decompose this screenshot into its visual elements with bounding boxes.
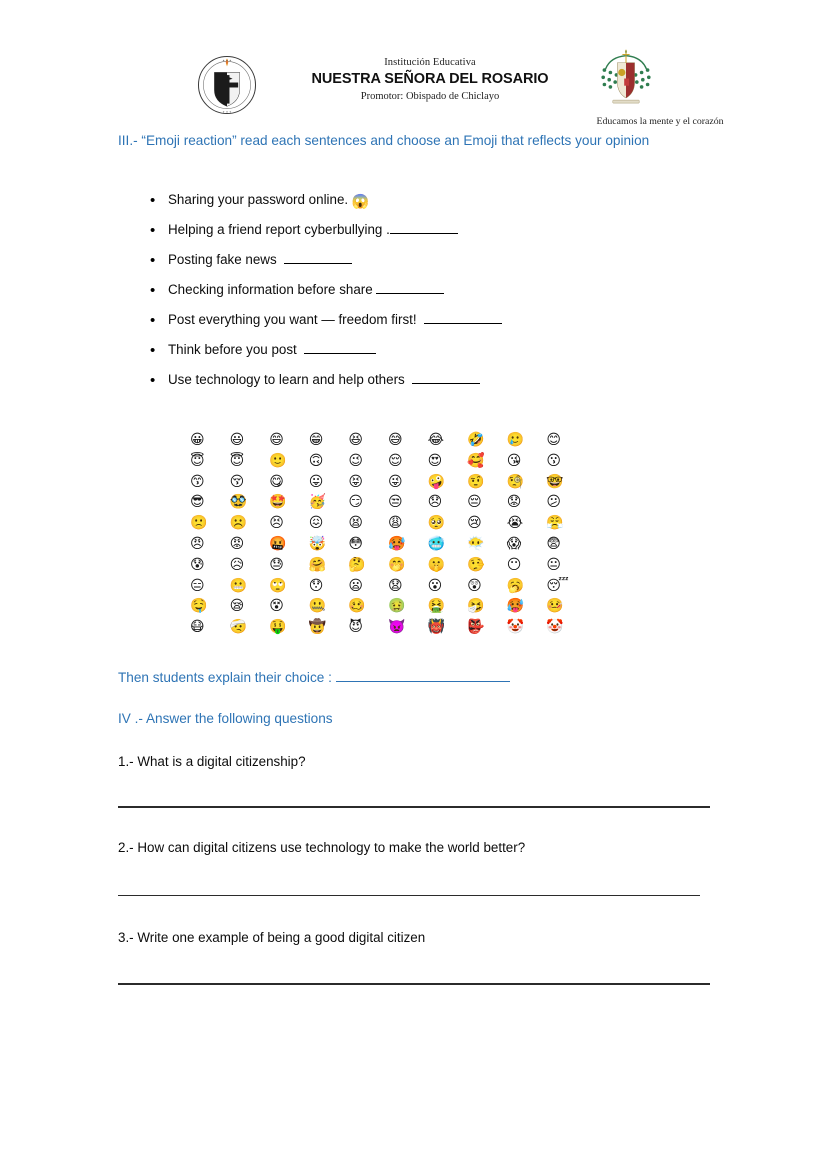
screaming-face-icon: 😱 — [351, 193, 370, 209]
emoji-option-icon[interactable]: 🥵 — [387, 535, 406, 552]
emoji-option-icon[interactable]: 😥 — [229, 556, 245, 573]
emoji-option-icon[interactable]: 😇 — [190, 452, 205, 469]
bullet-dot-icon: • — [150, 372, 156, 389]
question-3: 3.- Write one example of being a good digital citizen — [118, 930, 426, 945]
emoji-option-icon[interactable]: 😫 — [348, 515, 363, 532]
list-item — [118, 280, 718, 310]
emoji-option-icon[interactable]: 😚 — [229, 473, 245, 490]
list-item-label: Sharing your password online. — [168, 192, 352, 207]
emoji-option-icon[interactable]: 😯 — [308, 577, 324, 594]
emoji-option-icon[interactable]: 🥶 — [427, 535, 445, 552]
emoji-option-icon[interactable]: 😩 — [387, 515, 403, 532]
institution-label: Institución Educativa — [384, 57, 476, 68]
school-name: NUESTRA SEÑORA DEL ROSARIO — [311, 71, 549, 87]
list-item — [118, 190, 718, 220]
list-item-label: Post everything you want — freedom first! — [168, 312, 425, 327]
answer-blank[interactable] — [424, 310, 502, 324]
svg-text:✦ ✦ ✦: ✦ ✦ ✦ — [222, 109, 232, 114]
emoji-option-icon[interactable]: 😂 — [427, 432, 444, 448]
list-item — [118, 340, 718, 370]
emoji-option-icon[interactable]: 🥲 — [506, 432, 525, 448]
document-header — [0, 24, 828, 127]
list-item — [118, 250, 718, 280]
emoji-option-icon[interactable]: 🤤 — [190, 598, 208, 615]
emoji-option-icon[interactable]: 😪 — [229, 598, 245, 615]
list-item-label: Think before you post — [168, 342, 305, 357]
emoji-option-icon[interactable]: 😐 — [546, 556, 561, 573]
emoji-option-icon[interactable]: 😭 — [506, 515, 524, 532]
emoji-option-icon[interactable]: 😜 — [387, 473, 403, 490]
emoji-option-icon[interactable]: 🤒 — [546, 598, 564, 615]
emoji-option-icon[interactable]: 😦 — [348, 577, 363, 594]
emoji-option-icon[interactable]: 🤓 — [546, 473, 564, 490]
emoji-option-icon[interactable]: 🤐 — [308, 598, 327, 615]
explain-choice-label: Then students explain their choice : — [118, 670, 336, 685]
emoji-option-icon[interactable]: 🥳 — [308, 494, 327, 511]
emoji-option-icon[interactable]: 🥸 — [229, 494, 248, 511]
emoji-option-icon[interactable]: 😠 — [190, 535, 205, 552]
emoji-option-icon[interactable]: 🧐 — [506, 473, 525, 490]
bullet-dot-icon: • — [150, 282, 156, 299]
emoji-option-icon[interactable]: 😰 — [190, 556, 205, 573]
emoji-option-icon[interactable]: 🤮 — [427, 598, 445, 615]
emoji-option-icon[interactable]: 😉 — [348, 452, 363, 469]
emoji-option-icon[interactable]: 😔 — [467, 494, 482, 511]
emoji-option-icon[interactable]: 🥱 — [506, 577, 525, 594]
emoji-option-icon[interactable]: 🤯 — [308, 535, 327, 552]
emoji-reaction-statement-list — [118, 190, 718, 400]
emoji-option-icon[interactable]: 😨 — [546, 535, 561, 552]
emoji-option-icon[interactable]: 😶‍🌫️ — [467, 535, 485, 552]
emoji-palette-grid — [190, 430, 586, 638]
emoji-option-icon[interactable]: 😆 — [348, 432, 363, 448]
emoji-option-icon[interactable]: 😵 — [269, 598, 284, 615]
emoji-option-icon[interactable]: 🥵 — [506, 598, 525, 615]
emoji-option-icon[interactable]: 😊 — [546, 432, 561, 448]
emoji-option-icon[interactable]: 👿 — [387, 619, 406, 636]
emoji-option-icon[interactable]: 😍 — [427, 452, 443, 469]
header-institution-block — [290, 56, 570, 105]
emoji-option-icon[interactable]: 😀 — [190, 432, 205, 448]
emoji-option-icon[interactable]: 😢 — [467, 515, 482, 532]
emoji-option-icon[interactable]: 🤩 — [269, 494, 287, 511]
emoji-option-icon[interactable]: 😓 — [269, 556, 284, 573]
bishopric-coat-of-arms-logo — [596, 48, 656, 112]
emoji-option-icon[interactable]: 🥰 — [467, 452, 485, 469]
emoji-option-icon[interactable]: 😮 — [427, 577, 443, 594]
emoji-option-icon[interactable]: 🤫 — [427, 556, 445, 573]
emoji-option-icon[interactable]: 😒 — [387, 494, 403, 511]
emoji-option-icon[interactable]: 😱 — [506, 535, 522, 552]
emoji-option-icon[interactable]: 😌 — [387, 452, 403, 469]
emoji-option-icon[interactable]: 😲 — [467, 577, 482, 594]
emoji-option-icon[interactable]: 😕 — [546, 494, 561, 511]
bullet-dot-icon: • — [150, 192, 156, 209]
bullet-dot-icon: • — [150, 342, 156, 359]
emoji-option-icon[interactable]: 🤢 — [387, 598, 406, 615]
emoji-option-icon[interactable]: 😣 — [269, 515, 284, 532]
list-item — [118, 220, 718, 250]
emoji-option-icon[interactable]: 😝 — [348, 473, 363, 490]
emoji-option-icon[interactable]: 🙄 — [269, 577, 287, 594]
emoji-option-icon[interactable]: 😁 — [308, 432, 324, 448]
answer-blank[interactable] — [304, 340, 376, 354]
emoji-option-icon[interactable]: 😷 — [190, 619, 205, 636]
emoji-option-icon[interactable]: 😶 — [506, 556, 522, 573]
emoji-option-icon[interactable]: 😑 — [190, 577, 205, 594]
emoji-option-icon[interactable]: 🤬 — [269, 535, 287, 552]
emoji-option-icon[interactable]: 😴 — [546, 577, 569, 594]
emoji-option-icon[interactable]: 🥴 — [348, 598, 366, 615]
answer-line-1[interactable] — [118, 806, 710, 808]
emoji-option-icon[interactable]: 😧 — [387, 577, 403, 594]
answer-blank[interactable] — [284, 250, 352, 264]
emoji-option-icon[interactable]: 😋 — [269, 473, 284, 490]
question-1: 1.- What is a digital citizenship? — [118, 754, 306, 769]
explain-choice-blank[interactable] — [336, 668, 510, 682]
emoji-option-icon[interactable]: 😞 — [427, 494, 443, 511]
emoji-option-icon[interactable]: 🤨 — [467, 473, 485, 490]
list-item — [118, 310, 718, 340]
emoji-option-icon[interactable]: 😙 — [190, 473, 205, 490]
bullet-dot-icon: • — [150, 312, 156, 329]
section-iv-heading: IV .- Answer the following questions — [118, 711, 333, 726]
emoji-option-icon[interactable]: 😬 — [229, 577, 248, 594]
bullet-dot-icon: • — [150, 252, 156, 269]
emoji-option-icon[interactable]: 🙁 — [190, 515, 208, 532]
list-item — [118, 370, 718, 400]
section-iii-heading: III.- “Emoji reaction” read each sentences and choose an Emoji that reflects your opinion — [118, 133, 650, 148]
emoji-option-icon[interactable]: 🥺 — [427, 515, 445, 532]
emoji-option-icon[interactable]: 🤧 — [467, 598, 485, 615]
svg-text:✦ ✦ ✦: ✦ ✦ ✦ — [222, 58, 232, 63]
answer-line-3[interactable] — [118, 983, 710, 985]
promoter-line: Promotor: Obispado de Chiclayo — [360, 91, 500, 102]
emoji-option-icon[interactable]: 🤔 — [348, 556, 366, 573]
emoji-option-icon[interactable]: 😈 — [348, 619, 363, 636]
emoji-option-icon[interactable]: 👺 — [467, 619, 485, 636]
list-item-label: Use technology to learn and help others — [168, 372, 413, 387]
emoji-option-icon[interactable]: 😟 — [506, 494, 522, 511]
emoji-option-icon[interactable]: 😗 — [546, 452, 561, 469]
emoji-option-icon[interactable]: 😅 — [387, 432, 403, 448]
emoji-option-icon[interactable]: 😘 — [506, 452, 522, 469]
emoji-option-icon[interactable]: 😎 — [190, 494, 205, 511]
emoji-option-icon[interactable]: ☹️ — [229, 515, 248, 532]
explain-choice-row — [118, 668, 510, 688]
school-motto: Educamos la mente y el corazón — [596, 116, 724, 127]
emoji-option-icon[interactable]: 🤡 — [506, 619, 525, 636]
emoji-option-icon[interactable]: 🤭 — [387, 556, 406, 573]
bullet-dot-icon: • — [150, 222, 156, 239]
emoji-option-icon[interactable]: 😏 — [348, 494, 363, 511]
answer-line-2[interactable] — [118, 895, 700, 896]
emoji-option-icon[interactable]: 😃 — [229, 432, 245, 448]
emoji-option-icon[interactable]: 😛 — [308, 473, 324, 490]
emoji-option-icon[interactable]: 🙃 — [308, 452, 324, 469]
emoji-option-icon[interactable]: 😤 — [546, 515, 564, 532]
emoji-option-icon[interactable]: 🤡 — [546, 619, 564, 636]
answer-blank[interactable] — [412, 370, 480, 384]
emoji-option-icon[interactable]: 😡 — [229, 535, 245, 552]
emoji-option-icon[interactable]: 😖 — [308, 515, 324, 532]
list-item-label: Helping a friend report cyberbullying . — [168, 222, 390, 237]
emoji-option-icon[interactable]: 🤗 — [308, 556, 327, 573]
list-item-label: Checking information before share — [168, 282, 377, 297]
emoji-option-icon[interactable]: 😄 — [269, 432, 284, 448]
emoji-option-icon[interactable]: 🤠 — [308, 619, 327, 636]
emoji-option-icon[interactable]: 😇 — [229, 452, 245, 469]
emoji-option-icon[interactable]: 🤣 — [467, 432, 485, 448]
answer-blank[interactable] — [390, 220, 458, 234]
list-item-label: Posting fake news — [168, 252, 285, 267]
emoji-option-icon[interactable]: 🤕 — [229, 619, 248, 636]
emoji-option-icon[interactable]: 🤥 — [467, 556, 485, 573]
emoji-option-icon[interactable]: 🤑 — [269, 619, 287, 636]
school-crest-logo — [196, 54, 258, 116]
emoji-option-icon[interactable]: 🙂 — [269, 452, 287, 469]
answer-blank[interactable] — [376, 280, 444, 294]
emoji-option-icon[interactable]: 🤪 — [427, 473, 445, 490]
emoji-option-icon[interactable]: 👹 — [427, 619, 445, 636]
emoji-option-icon[interactable]: 😳 — [348, 535, 363, 552]
question-2: 2.- How can digital citizens use technology to make the world better? — [118, 840, 526, 855]
